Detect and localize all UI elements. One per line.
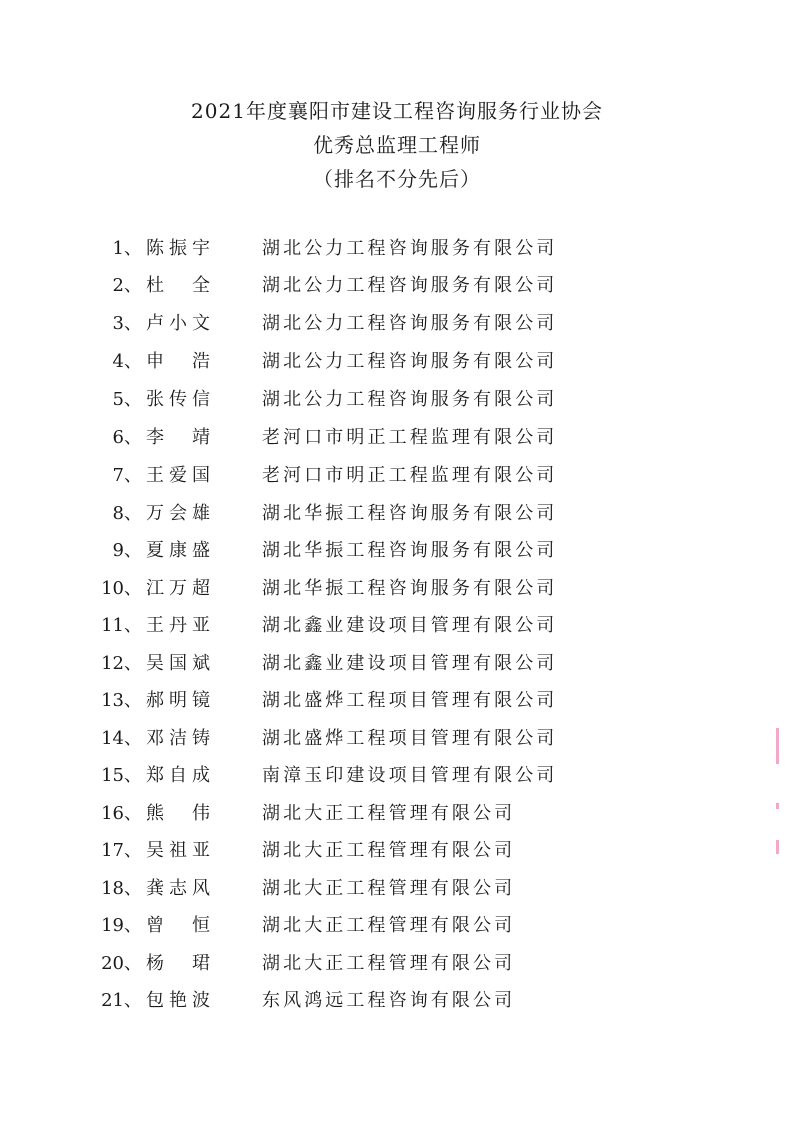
name-char: 万 <box>169 578 187 599</box>
seal-edge-mark <box>776 728 779 764</box>
name-char: 亚 <box>192 840 210 861</box>
name-char: 雄 <box>192 503 210 524</box>
company-name: 东风鸿远工程咨询有限公司 <box>262 990 516 1011</box>
item-number: 11、 <box>101 615 142 636</box>
list-item <box>0 911 794 941</box>
name-char: 杜 <box>146 275 164 296</box>
person-name <box>146 234 210 264</box>
company-name: 湖北华振工程咨询服务有限公司 <box>262 503 558 524</box>
person-name <box>146 911 210 941</box>
person-name <box>146 874 210 904</box>
name-char: 吴 <box>146 653 164 674</box>
company-name: 湖北盛烨工程项目管理有限公司 <box>262 728 558 749</box>
company-name: 湖北大正工程管理有限公司 <box>262 878 516 899</box>
name-char: 信 <box>192 389 210 410</box>
name-char: 江 <box>146 578 164 599</box>
name-char: 超 <box>192 578 210 599</box>
person-name <box>146 799 210 829</box>
company-name: 湖北华振工程咨询服务有限公司 <box>262 540 558 561</box>
item-number: 9、 <box>112 540 142 561</box>
list-item <box>0 611 794 641</box>
person-name <box>146 461 210 491</box>
name-char: 振 <box>169 238 187 259</box>
person-name <box>146 347 210 377</box>
person-name <box>146 499 210 529</box>
item-number: 15、 <box>101 765 142 786</box>
list-item <box>0 234 794 264</box>
name-char: 自 <box>169 765 187 786</box>
person-name <box>146 423 210 453</box>
seal-edge-mark <box>776 803 779 809</box>
seal-edge-mark <box>776 840 779 854</box>
list-item <box>0 836 794 866</box>
name-char: 文 <box>192 313 210 334</box>
item-number: 18、 <box>101 878 142 899</box>
item-number: 17、 <box>101 840 142 861</box>
name-char: 小 <box>169 313 187 334</box>
company-name: 老河口市明正工程监理有限公司 <box>262 427 558 448</box>
name-char: 王 <box>146 465 164 486</box>
person-name <box>146 611 210 641</box>
name-char: 郑 <box>146 765 164 786</box>
name-char: 镜 <box>192 690 210 711</box>
item-number: 3、 <box>112 313 142 334</box>
list-item <box>0 423 794 453</box>
item-number: 19、 <box>101 915 142 936</box>
list-item <box>0 799 794 829</box>
list-item <box>0 347 794 377</box>
name-char: 浩 <box>192 351 210 372</box>
name-char: 明 <box>169 690 187 711</box>
company-name: 湖北公力工程咨询服务有限公司 <box>262 313 558 334</box>
person-name <box>146 536 210 566</box>
name-char: 康 <box>169 540 187 561</box>
name-char: 波 <box>192 990 210 1011</box>
name-char: 会 <box>169 503 187 524</box>
list-item <box>0 649 794 679</box>
name-char: 靖 <box>192 427 210 448</box>
item-number: 13、 <box>101 690 142 711</box>
item-number: 4、 <box>112 351 142 372</box>
document-title <box>0 94 794 196</box>
list-item <box>0 536 794 566</box>
company-name: 湖北公力工程咨询服务有限公司 <box>262 389 558 410</box>
name-char: 丹 <box>169 615 187 636</box>
person-name <box>146 686 210 716</box>
name-char: 王 <box>146 615 164 636</box>
person-name <box>146 385 210 415</box>
person-name <box>146 724 210 754</box>
item-number: 16、 <box>101 803 142 824</box>
person-name <box>146 271 210 301</box>
person-name <box>146 574 210 604</box>
company-name: 湖北大正工程管理有限公司 <box>262 953 516 974</box>
name-char: 宇 <box>192 238 210 259</box>
person-name <box>146 309 210 339</box>
name-char: 祖 <box>169 840 187 861</box>
title-line-note: （排名不分先后） <box>313 167 481 191</box>
list-item <box>0 986 794 1016</box>
name-char: 卢 <box>146 313 164 334</box>
name-char: 成 <box>192 765 210 786</box>
name-char: 杨 <box>146 953 164 974</box>
name-char: 艳 <box>169 990 187 1011</box>
list-item <box>0 385 794 415</box>
item-number: 2、 <box>112 275 142 296</box>
item-number: 8、 <box>112 503 142 524</box>
name-char: 包 <box>146 990 164 1011</box>
company-name: 湖北大正工程管理有限公司 <box>262 915 516 936</box>
item-number: 7、 <box>112 465 142 486</box>
name-char: 珺 <box>192 953 210 974</box>
list-item <box>0 724 794 754</box>
item-number: 6、 <box>112 427 142 448</box>
name-char: 李 <box>146 427 164 448</box>
name-char: 张 <box>146 389 164 410</box>
item-number: 14、 <box>101 728 142 749</box>
company-name: 湖北公力工程咨询服务有限公司 <box>262 238 558 259</box>
company-name: 南漳玉印建设项目管理有限公司 <box>262 765 558 786</box>
list-item <box>0 949 794 979</box>
list-item <box>0 309 794 339</box>
list-item <box>0 271 794 301</box>
person-name <box>146 836 210 866</box>
name-char: 陈 <box>146 238 164 259</box>
company-name: 湖北大正工程管理有限公司 <box>262 840 516 861</box>
item-number: 5、 <box>112 389 142 410</box>
name-char: 国 <box>169 653 187 674</box>
name-char: 爱 <box>169 465 187 486</box>
company-name: 湖北公力工程咨询服务有限公司 <box>262 351 558 372</box>
list-item <box>0 574 794 604</box>
name-char: 风 <box>192 878 210 899</box>
item-number: 10、 <box>101 578 142 599</box>
list-item <box>0 761 794 791</box>
name-char: 国 <box>192 465 210 486</box>
name-char: 亚 <box>192 615 210 636</box>
name-char: 郝 <box>146 690 164 711</box>
name-char: 洁 <box>169 728 187 749</box>
name-char: 夏 <box>146 540 164 561</box>
name-char: 传 <box>169 389 187 410</box>
company-name: 湖北鑫业建设项目管理有限公司 <box>262 653 558 674</box>
person-name <box>146 761 210 791</box>
name-char: 万 <box>146 503 164 524</box>
name-char: 铸 <box>192 728 210 749</box>
person-name <box>146 949 210 979</box>
name-char: 熊 <box>146 803 164 824</box>
company-name: 湖北盛烨工程项目管理有限公司 <box>262 690 558 711</box>
list-item <box>0 461 794 491</box>
name-char: 曾 <box>146 915 164 936</box>
name-char: 吴 <box>146 840 164 861</box>
item-number: 20、 <box>101 953 142 974</box>
name-char: 恒 <box>192 915 210 936</box>
name-char: 邓 <box>146 728 164 749</box>
person-name <box>146 649 210 679</box>
item-number: 21、 <box>101 990 142 1011</box>
name-char: 全 <box>192 275 210 296</box>
name-char: 斌 <box>192 653 210 674</box>
name-char: 盛 <box>192 540 210 561</box>
list-item <box>0 686 794 716</box>
company-name: 湖北鑫业建设项目管理有限公司 <box>262 615 558 636</box>
name-char: 志 <box>169 878 187 899</box>
list-item <box>0 874 794 904</box>
name-char: 龚 <box>146 878 164 899</box>
person-name <box>146 986 210 1016</box>
company-name: 老河口市明正工程监理有限公司 <box>262 465 558 486</box>
item-number: 1、 <box>112 238 142 259</box>
name-char: 伟 <box>192 803 210 824</box>
item-number: 12、 <box>101 653 142 674</box>
company-name: 湖北大正工程管理有限公司 <box>262 803 516 824</box>
title-line-main: 2021年度襄阳市建设工程咨询服务行业协会 <box>191 99 603 123</box>
list-item <box>0 499 794 529</box>
name-char: 申 <box>146 351 164 372</box>
title-line-award: 优秀总监理工程师 <box>313 133 481 157</box>
company-name: 湖北公力工程咨询服务有限公司 <box>262 275 558 296</box>
company-name: 湖北华振工程咨询服务有限公司 <box>262 578 558 599</box>
